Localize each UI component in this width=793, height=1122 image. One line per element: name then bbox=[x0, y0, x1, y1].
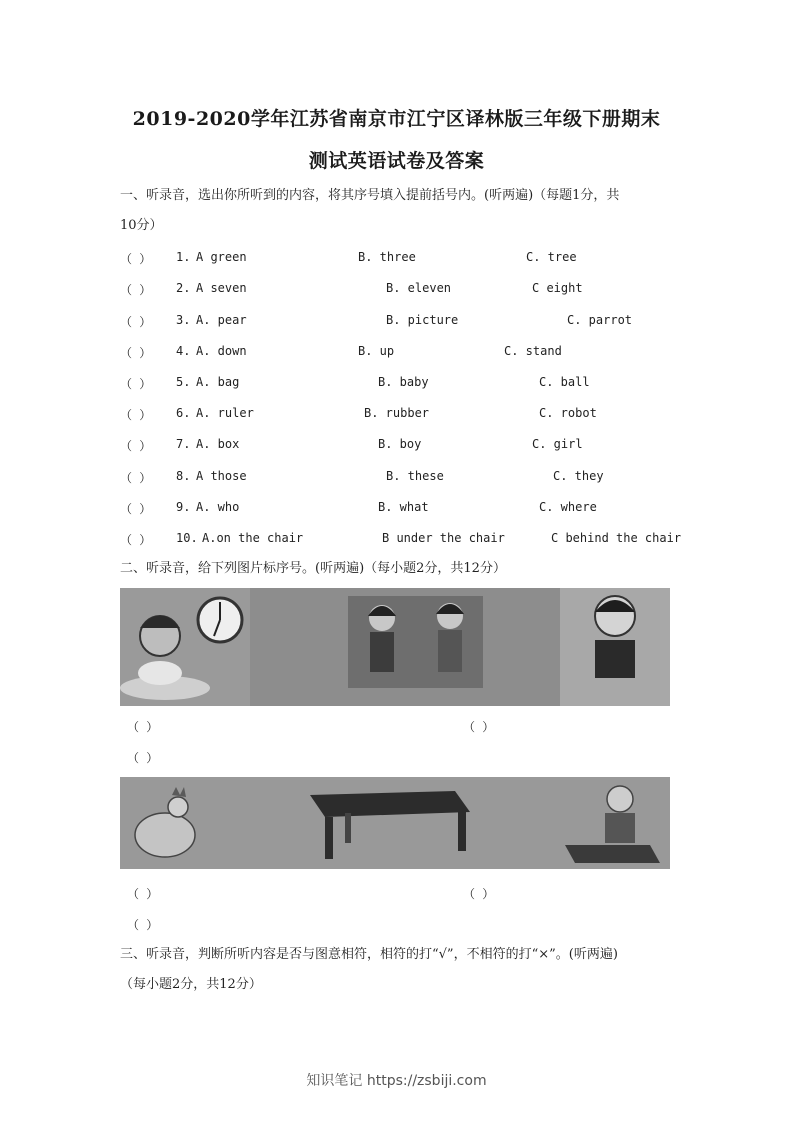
option-c: C. girl bbox=[532, 437, 583, 451]
question-number: 5. bbox=[176, 375, 191, 389]
picture-strip-2 bbox=[120, 777, 670, 869]
answer-paren[interactable]: （ ） bbox=[120, 439, 152, 453]
option-b: B. three bbox=[358, 250, 416, 264]
section3-heading bbox=[120, 940, 690, 1000]
option-a: A. pear bbox=[196, 313, 247, 327]
answer-paren[interactable]: （ ） bbox=[127, 887, 159, 901]
option-a: A.on the chair bbox=[202, 531, 304, 545]
option-b: B. eleven bbox=[386, 281, 452, 295]
answer-paren[interactable]: （ ） bbox=[120, 346, 152, 360]
answer-paren[interactable]: （ ） bbox=[120, 471, 152, 485]
option-b: B. boy bbox=[378, 437, 422, 451]
question-row bbox=[120, 250, 690, 270]
question-number: 3. bbox=[176, 313, 191, 327]
answer-paren[interactable]: （ ） bbox=[127, 918, 159, 932]
option-c: C. ball bbox=[539, 375, 590, 389]
question-number: 9. bbox=[176, 500, 191, 514]
answer-paren[interactable]: （ ） bbox=[127, 720, 159, 734]
picture-strip-1 bbox=[120, 588, 670, 706]
question-row bbox=[120, 281, 690, 301]
question-row bbox=[120, 500, 690, 520]
option-c: C. stand bbox=[504, 344, 562, 358]
answer-paren[interactable]: （ ） bbox=[463, 720, 495, 734]
section3-heading-line2: （每小题2分，共12分） bbox=[120, 977, 262, 992]
document-title-line2: 测试英语试卷及答案 bbox=[308, 150, 485, 172]
document-title-line1: 2019-2020学年江苏省南京市江宁区译林版三年级下册期末 bbox=[132, 108, 661, 130]
option-c: C. where bbox=[539, 500, 597, 514]
question-number: 10. bbox=[176, 531, 198, 545]
answer-paren[interactable]: （ ） bbox=[120, 252, 152, 266]
option-a: A. down bbox=[196, 344, 247, 358]
option-c: C. parrot bbox=[567, 313, 633, 327]
option-b: B under the chair bbox=[382, 531, 505, 545]
question-row bbox=[120, 344, 690, 364]
question-number: 4. bbox=[176, 344, 191, 358]
answer-paren[interactable]: （ ） bbox=[120, 283, 152, 297]
option-a: A green bbox=[196, 250, 247, 264]
option-c: C. robot bbox=[539, 406, 597, 420]
answer-paren[interactable]: （ ） bbox=[463, 887, 495, 901]
option-a: A. who bbox=[196, 500, 240, 514]
option-c: C. they bbox=[553, 469, 604, 483]
section1-heading-line1: 一、听录音，选出你所听到的内容，将其序号填入提前括号内。(听两遍)（每题1分，共 bbox=[120, 188, 620, 203]
option-a: A seven bbox=[196, 281, 247, 295]
option-b: B. these bbox=[386, 469, 444, 483]
section1-heading-line2: 10分） bbox=[120, 218, 163, 233]
question-number: 7. bbox=[176, 437, 191, 451]
answer-paren[interactable]: （ ） bbox=[120, 315, 152, 329]
option-a: A. ruler bbox=[196, 406, 254, 420]
answer-paren[interactable]: （ ） bbox=[120, 408, 152, 422]
answer-paren[interactable]: （ ） bbox=[120, 502, 152, 516]
answer-paren[interactable]: （ ） bbox=[127, 751, 159, 765]
section1-heading bbox=[120, 181, 680, 241]
section3-heading-line1: 三、听录音，判断所听内容是否与图意相符，相符的打“√”，不相符的打“×”。(听两遍) bbox=[120, 947, 618, 962]
section2-heading: 二、听录音，给下列图片标序号。(听两遍)（每小题2分，共12分） bbox=[120, 561, 506, 576]
two-children-picture bbox=[348, 596, 483, 688]
question-number: 8. bbox=[176, 469, 191, 483]
option-c: C behind the chair bbox=[551, 531, 682, 545]
option-b: B. up bbox=[358, 344, 395, 358]
option-a: A those bbox=[196, 469, 247, 483]
question-row bbox=[120, 375, 690, 395]
smiling-boy-picture bbox=[560, 588, 670, 706]
question-number: 1. bbox=[176, 250, 191, 264]
question-row bbox=[120, 406, 690, 426]
answer-paren[interactable]: （ ） bbox=[120, 533, 152, 547]
footer-watermark: 知识笔记 https://zsbiji.com bbox=[306, 1073, 487, 1089]
clock-picture bbox=[198, 598, 242, 642]
option-b: B. baby bbox=[378, 375, 429, 389]
question-row bbox=[120, 313, 690, 333]
question-row bbox=[120, 469, 690, 489]
question-row bbox=[120, 437, 690, 457]
question-number: 2. bbox=[176, 281, 191, 295]
option-c: C. tree bbox=[526, 250, 577, 264]
option-a: A. box bbox=[196, 437, 240, 451]
option-a: A. bag bbox=[196, 375, 240, 389]
question-number: 6. bbox=[176, 406, 191, 420]
option-b: B. rubber bbox=[364, 406, 430, 420]
option-c: C eight bbox=[532, 281, 583, 295]
option-b: B. picture bbox=[386, 313, 459, 327]
answer-paren[interactable]: （ ） bbox=[120, 377, 152, 391]
question-row bbox=[120, 531, 690, 551]
option-b: B. what bbox=[378, 500, 429, 514]
